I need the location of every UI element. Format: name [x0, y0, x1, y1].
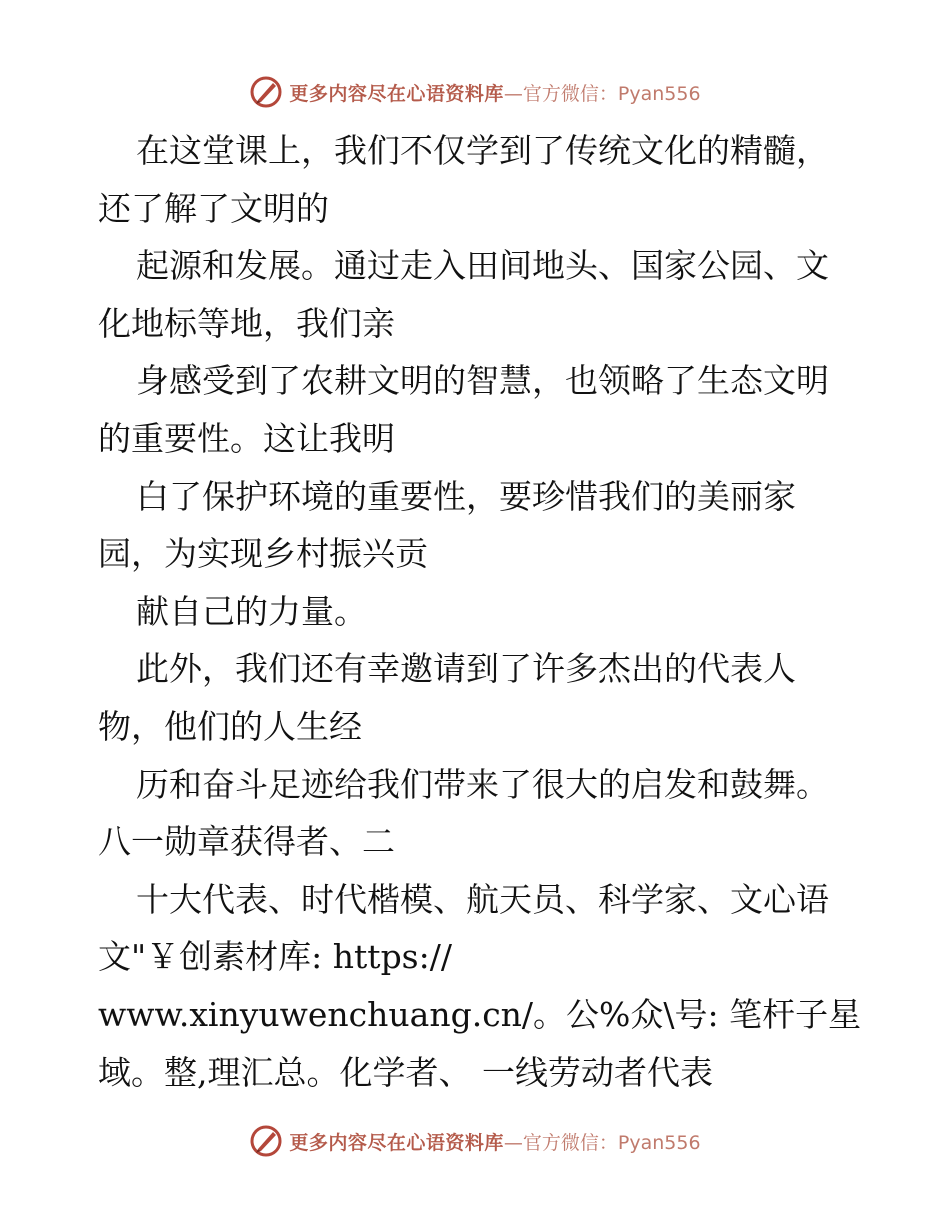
- banner-prefix-text: 更多内容尽在心语资料库: [289, 1131, 504, 1154]
- text-line: 园，为实现乡村振兴贡: [98, 534, 428, 574]
- text-line: 白了保护环境的重要性，要珍惜我们的美丽家: [136, 476, 796, 516]
- banner-prefix-text: 更多内容尽在心语资料库: [289, 82, 504, 105]
- text-line: 物，他们的人生经: [98, 706, 362, 746]
- text-line: 起源和发展。通过走入田间地头、国家公园、文: [136, 246, 829, 286]
- quill-logo-icon: [249, 75, 283, 109]
- text-line: 域。整,理汇总。化学者、 一线劳动者代表: [98, 1052, 713, 1092]
- text-line: 十大代表、时代楷模、航天员、科学家、文心语: [136, 879, 829, 919]
- text-line: 身感受到了农耕文明的智慧，也领略了生态文明: [136, 361, 829, 401]
- text-line: 在这堂课上，我们不仅学到了传统文化的精髓，: [136, 131, 829, 170]
- text-line: 的重要性。这让我明: [98, 418, 395, 458]
- banner-suffix-text: —官方微信：Pyan556: [503, 82, 701, 105]
- text-line: 化地标等地，我们亲: [98, 303, 395, 343]
- text-line: 文"￥创素材库: https://: [98, 937, 452, 977]
- text-line: 此外，我们还有幸邀请到了许多杰出的代表人: [136, 649, 796, 689]
- text-line: 还了解了文明的: [98, 188, 329, 228]
- text-line: 献自己的力量。: [136, 591, 367, 631]
- text-line: 八一勋章获得者、二: [98, 822, 395, 862]
- text-line: 历和奋斗足迹给我们带来了很大的启发和鼓舞。: [136, 764, 829, 804]
- text-line: www.xinyuwenchuang.cn/。公%众\号: 笔杆子星: [98, 994, 862, 1034]
- footer-banner: [0, 1121, 950, 1161]
- header-banner: [0, 72, 950, 112]
- banner-suffix-text: —官方微信：Pyan556: [503, 1131, 701, 1154]
- quill-logo-icon: [249, 1124, 283, 1158]
- document-body: [98, 122, 862, 1101]
